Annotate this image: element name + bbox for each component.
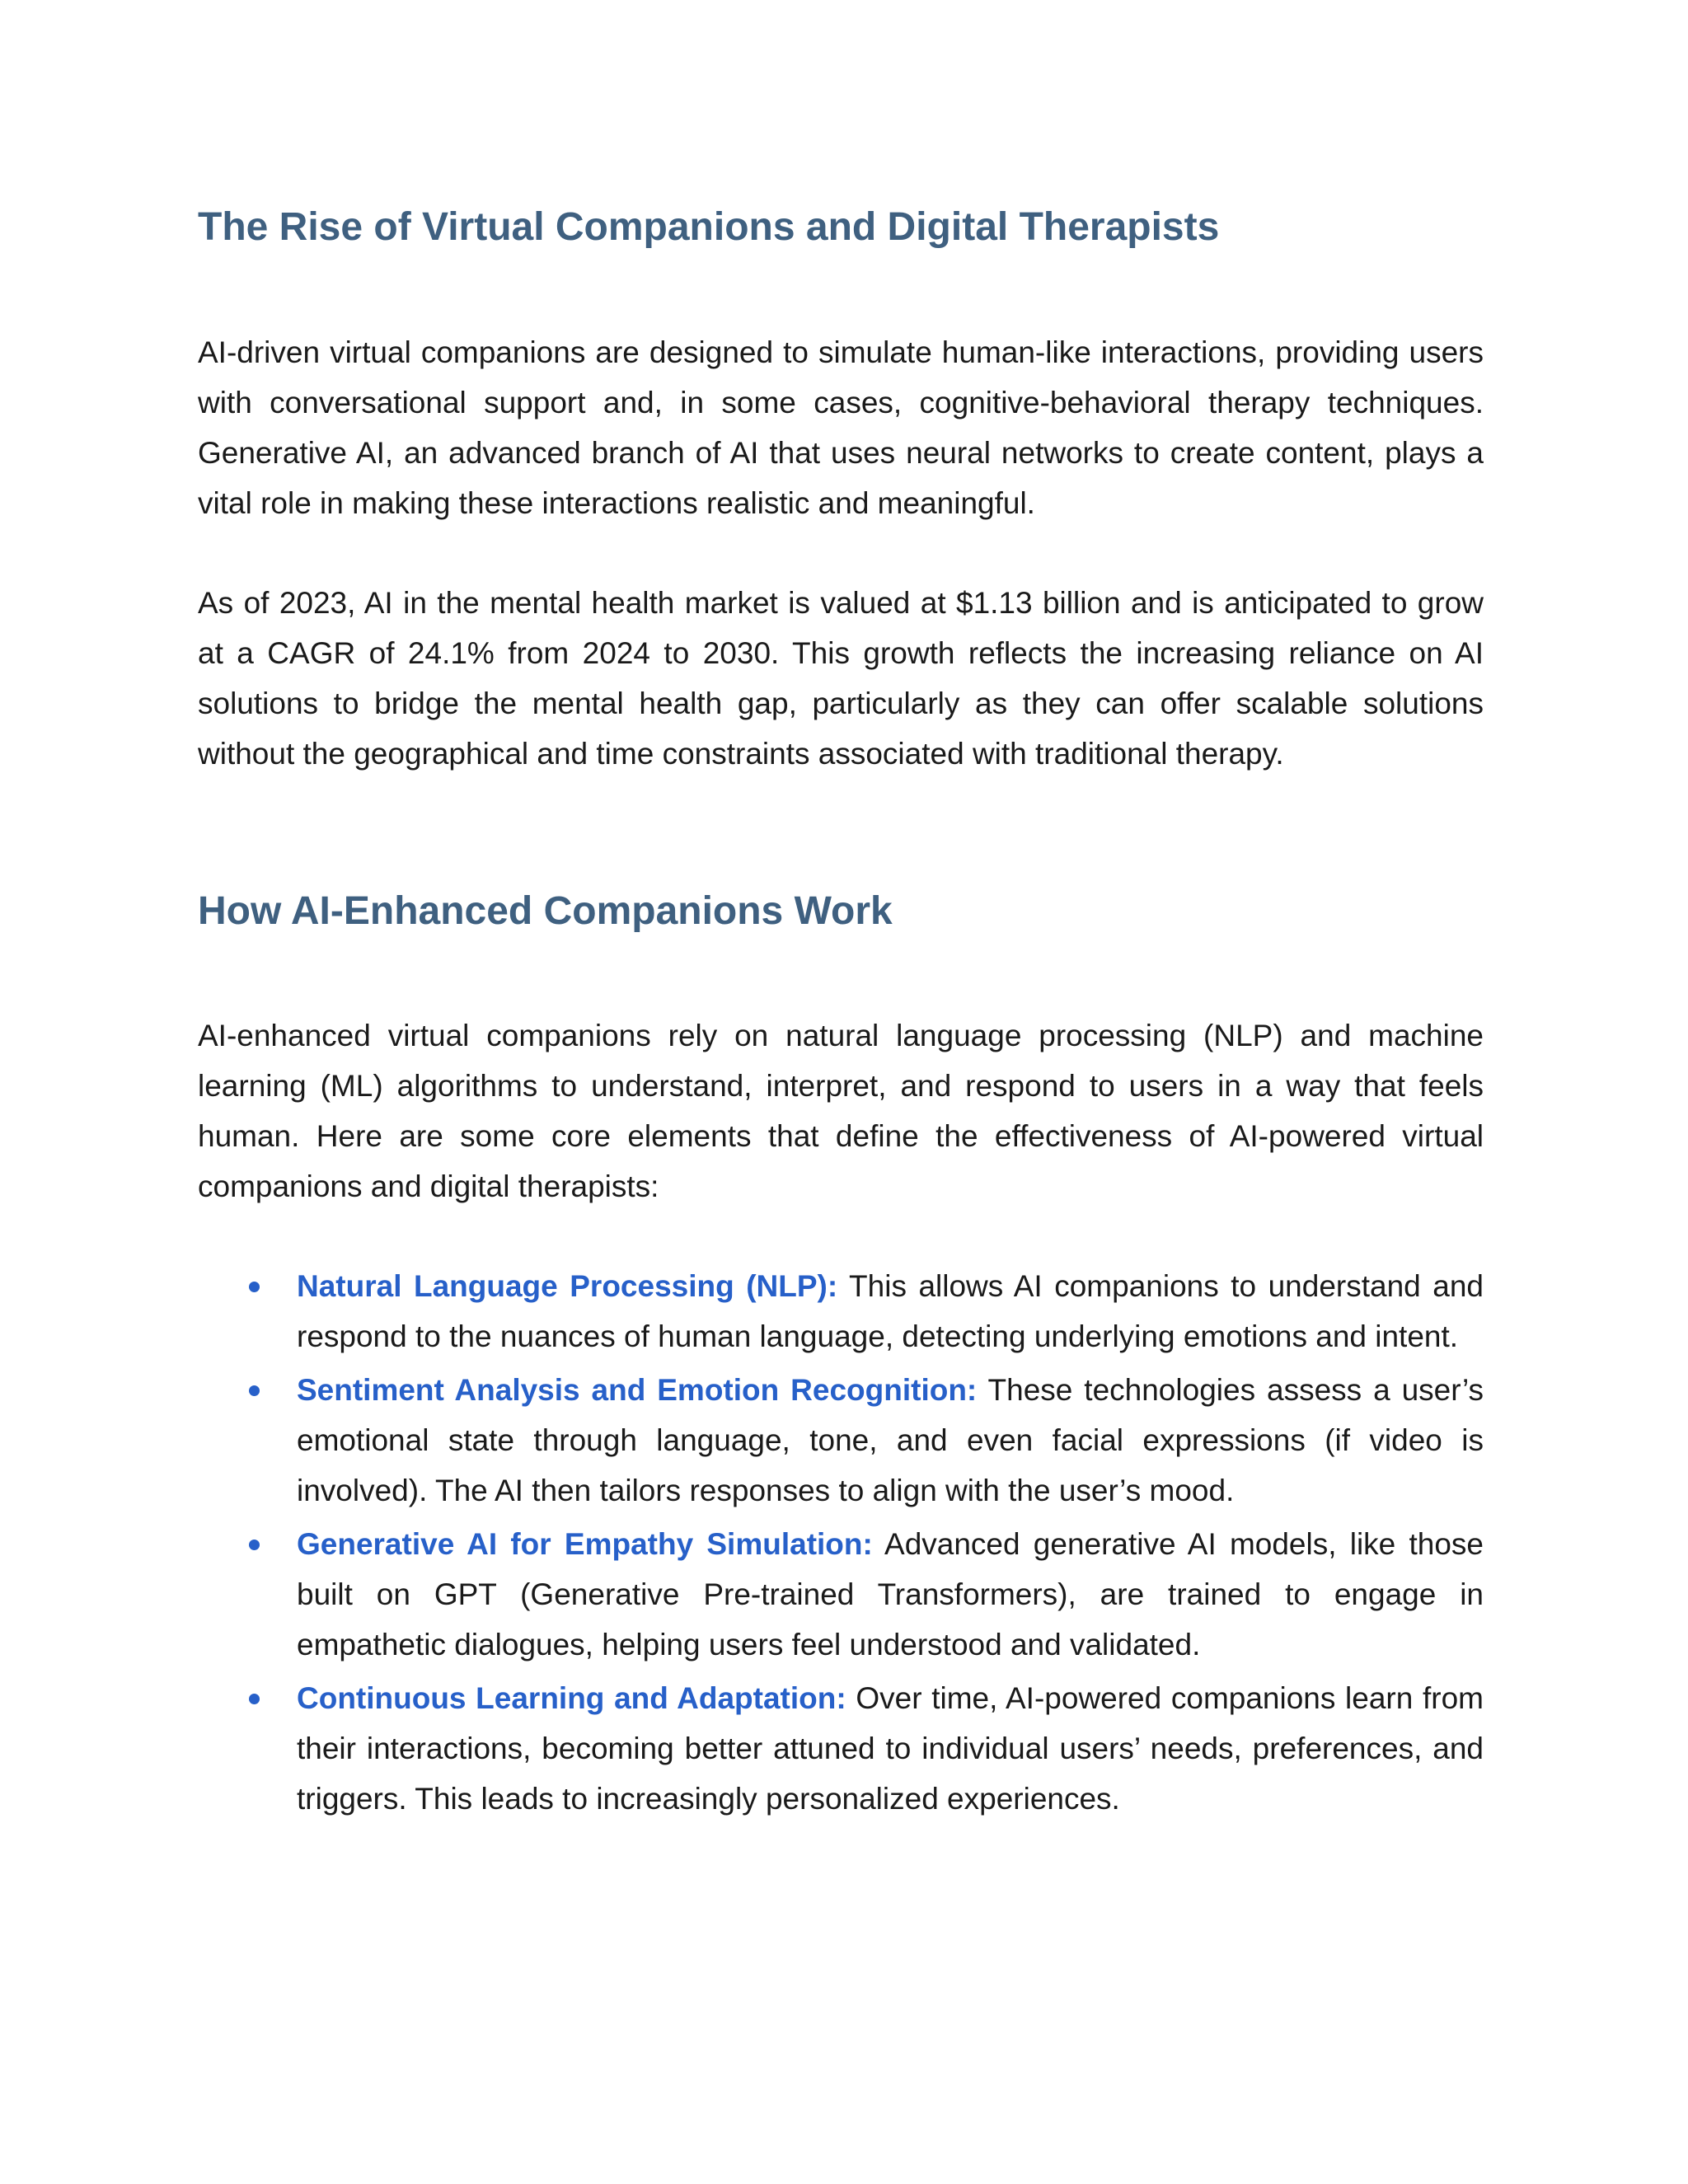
bullet-term: Continuous Learning and Adaptation: <box>297 1681 846 1715</box>
bullet-term: Natural Language Processing (NLP): <box>297 1269 838 1303</box>
bullet-text: This allows AI companions to understand and respond to the nuances of human language, detecting underlying emotions and intent. <box>297 1269 1484 1353</box>
list-item-continuous-learning <box>198 1673 1484 1824</box>
bullet-term: Sentiment Analysis and Emotion Recognition: <box>297 1373 978 1407</box>
list-item-sentiment-analysis <box>198 1365 1484 1516</box>
paragraph-how-companions-work-intro: AI-enhanced virtual companions rely on natural language processing (NLP) and machine learning (ML) algorithms to understand, interpret, and respond to users in a way that feels human. Here are some core elements that define the effectiveness of AI-powered virtual companions and digital therapists: <box>198 1019 1484 1203</box>
section-heading-how-companions-work: How AI-Enhanced Companions Work <box>198 889 893 933</box>
bullet-dot-icon <box>249 1694 260 1704</box>
bullet-dot-icon <box>249 1540 260 1550</box>
bullet-text: These technologies assess a user’s emotional state through language, tone, and even facial expressions (if video is involved). The AI then tailors responses to align with the user’s mood. <box>297 1373 1484 1507</box>
bullet-text: Advanced generative AI models, like those built on GPT (Generative Pre-trained Transformers), are trained to engage in empathetic dialogues, helping users feel understood and validated. <box>297 1527 1484 1661</box>
bullet-term: Generative AI for Empathy Simulation: <box>297 1527 873 1561</box>
bullet-dot-icon <box>249 1385 260 1396</box>
paragraph-virtual-companions-intro: AI-driven virtual companions are designed to simulate human-like interactions, providing users with conversational support and, in some cases, cognitive-behavioral therapy techniques. Generative AI, an advanced branch of AI that uses neural networks to create content, plays a vital role in making these interactions realistic and meaningful. <box>198 335 1484 520</box>
list-item-nlp <box>198 1261 1484 1361</box>
section-heading-virtual-companions: The Rise of Virtual Companions and Digital Therapists <box>198 205 1220 249</box>
core-elements-list <box>198 1261 1484 1827</box>
paragraph-market-growth: As of 2023, AI in the mental health market is valued at $1.13 billion and is anticipated to grow at a CAGR of 24.1% from 2024 to 2030. This growth reflects the increasing reliance on AI solutions to bridge the mental health gap, particularly as they can offer scalable solutions without the geographical and time constraints associated with traditional therapy. <box>198 586 1484 771</box>
bullet-dot-icon <box>249 1282 260 1292</box>
bullet-text: Over time, AI-powered companions learn from their interactions, becoming better attuned to individual users’ needs, preferences, and triggers. This leads to increasingly personalized experiences. <box>297 1681 1484 1816</box>
list-item-generative-ai <box>198 1519 1484 1670</box>
